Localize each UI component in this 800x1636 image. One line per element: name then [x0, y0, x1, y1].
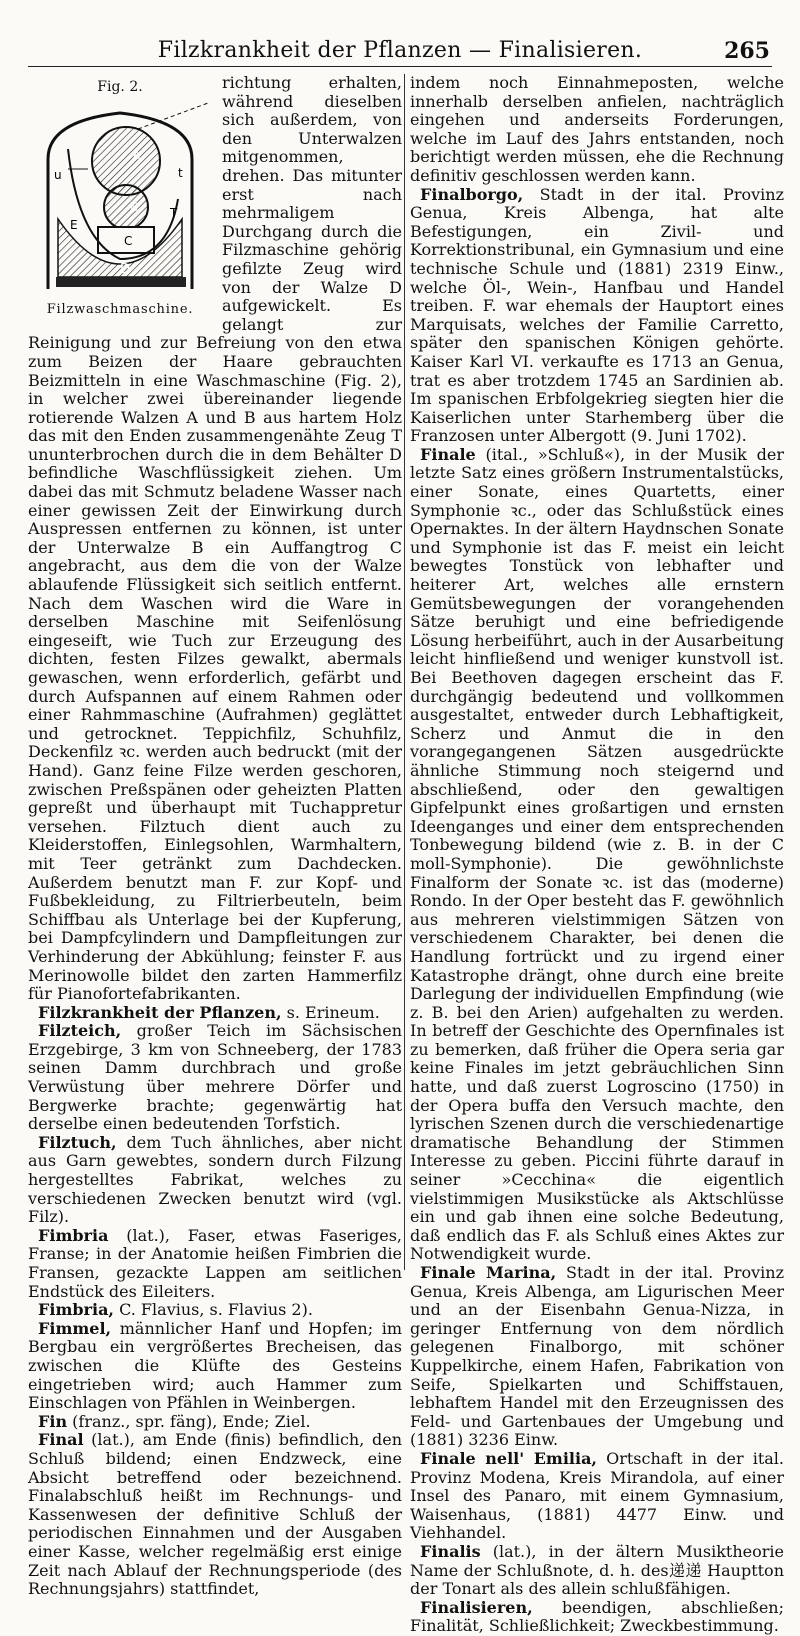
- headword: Fimmel,: [38, 1318, 112, 1338]
- entry-finalis: [410, 1543, 784, 1599]
- washing-machine-drawing: [28, 99, 212, 299]
- entry-text: (franz., spr. fäng), Ende; Ziel.: [67, 1411, 311, 1431]
- figure-number: Fig. 2.: [97, 79, 143, 95]
- page-header: [28, 36, 772, 67]
- headword: Fimbria,: [38, 1300, 114, 1320]
- label-a: A: [132, 149, 141, 165]
- continued-text: richtung erhalten, während dieselben sich außerdem, von den Unterwalzen mitgenommen, drehen. Das mitunter erst nach mehrmaligem Durchgang durch die Filzmaschine gehörig gefilzte Zeug wird von der Walze D aufgewickelt. Es gelangt zur Reinigung und zur Befreiung von den etwa zum Beizen der Haare gebrauchten Beizmitteln in eine Waschmaschine (Fig. 2), in welcher zwei übereinander liegende rotierende Walzen A und B aus hartem Holz das mit den Enden zusammengenähte Zeug T ununterbrochen durch die in dem Behälter D befindliche Waschflüssigkeit ziehen. Um dabei das mit Schmutz beladene Wasser nach einer gewissen Zeit der Einwirkung durch Auspressen entfernen zu können, ist unter der Unterwalze B ein Auffangtrog C angebracht, aus dem die von der Walze ablaufende Flüssigkeit sich seitlich entfernt. Nach dem Waschen wird die Ware in derselben Maschine mit Seifenlösung eingeseift, wie Tuch zur Erzeugung des dichten, festen Filzes gewalkt, abermals gewaschen, wenn erforderlich, gefärbt und durch Aufspannen auf einem Rahmen oder einer Rahmmaschine (Aufrahmen) geglättet und getrocknet. Teppichfilz, Schuhfilz, Deckenfilz ꝛc. werden auch bedruckt (mit der Hand). Ganz feine Filze werden geschoren, zwischen Preßspänen oder geheizten Platten gepreßt und überhaupt mit Tuchappretur versehen. Filztuch dient auch zu Kleiderstoffen, Einlegsohlen, Warmhaltern, mit Teer getränkt zum Dachdecken. Außerdem benutzt man F. zur Kopf- und Fußbekleidung, zu Filtrierbeuteln, beim Schiffbau als Unterlage bei der Kupferung, bei Dampfcylindern und Dampfleitungen zur Verhinderung der Abkühlung; feinster F. aus Merinowolle bildet den zarten Hammerfilz für Pianofortefabrikanten.: [28, 73, 402, 1004]
- headword: Finalisieren,: [420, 1597, 533, 1617]
- headword: Finale Marina,: [420, 1263, 557, 1282]
- entry-text: (lat.), Faser, etwas Faseriges, Franse; in der Anatomie heißen Fimbrien die Fransen, gezackte Lappen am seitlichen Endstück des Eileiters.: [28, 1225, 402, 1301]
- label-d: D: [120, 261, 131, 277]
- entry-text: C. Flavius, s. Flavius 2).: [114, 1300, 313, 1320]
- entry-finalborgo: [410, 186, 784, 446]
- entry-text: (ital., »Schluß«), in der Musik der letzte Satz eines größern Instrumentalstücks, einer Sonate, eines Quartetts, einer Symphonie ꝛc., oder das Schlußstück eines Opernaktes. In der ältern Haydnschen Sonate und Symphonie ist das F. meist ein leicht bewegtes Tonstück von lebhafter und heiterer Art, welches alle ernstern Gemütsbewegungen der vorangehenden Sätze beruhigt und eine befriedigende Lösung herbeiführt, auch in der Ausarbeitung leicht hinfließend und weniger kunstvoll ist. Bei Beethoven dagegen erscheint das F. durchgängig bedeutend und vollkommen ausgestaltet, entweder durch Lebhaftigkeit, Scherz und Anmut die in den vorangegangenen Sätzen ausgedrückte ähnliche Stimmung noch steigernd und abschließend, oder den gewaltigen Gipfelpunkt eines großartigen und ernsten Ideenganges und einer dem entsprechenden Tonbewegung bildend (wie z. B. in der C moll-Symphonie). Die gewöhnlichste Finalform der Sonate ꝛc. ist das (moderne) Rondo. In der Oper besteht das F. gewöhnlich aus mehreren vielstimmigen Sätzen von verschiedenem Charakter, bei denen die Handlung fortrückt und zu irgend einer Katastrophe drängt, ohne durch eine breite Darlegung der individuellen Empfindung (wie z. B. bei den Arien) aufgehalten zu werden. In betreff der Geschichte des Opernfinales ist zu bemerken, daß früher die Opera seria gar keine Finales im jetzt gebräuchlichen Sinn hatte, und daß zuerst Logroscino (1750) in der Opera buffa den Versuch machte, den lyrischen Szenen durch die verschiedenartige dramatische Behandlung der Stimmen Interesse zu geben. Piccini führte darauf in seiner »Cecchina« die eigentlich vielstimmigen Musikstücke als Aktschlüsse ein und gab ihnen eine solche Bedeutung, daß endlich das F. als Schluß eines Aktes zur Notwendigkeit wurde.: [410, 444, 784, 1264]
- figure-washing-machine: [28, 78, 212, 319]
- entry-fin: [28, 1413, 402, 1432]
- figure-caption: Filzwaschmaschine.: [46, 301, 194, 317]
- headword: Filzteich,: [38, 1021, 122, 1041]
- running-title: Filzkrankheit der Pflanzen — Finalisieren.: [157, 38, 643, 63]
- headword: Filzkrankheit der Pflanzen,: [38, 1002, 282, 1022]
- entry-finale-marina: [410, 1264, 784, 1450]
- right-column: [410, 73, 785, 1636]
- page-number: 265: [724, 38, 770, 64]
- entry-text: beendigen, abschließen; Finalität, Schließlichkeit; Zweckbestimmung.: [410, 1597, 784, 1636]
- headword: Fimbria: [38, 1225, 109, 1245]
- entry-filzkrankheit: [28, 1004, 402, 1023]
- column-rule: [404, 74, 405, 1270]
- label-t-upper: T: [170, 205, 178, 220]
- label-b: B: [130, 199, 139, 214]
- entry-text: männlicher Hanf und Hopfen; im Bergbau ein vergrößertes Brecheisen, das zwischen die Klüfte des Gesteins eingetrieben wird; auch Hammer zum Einschlagen von Pfählen in Weinbergen.: [28, 1318, 402, 1413]
- entry-text: (lat.), am Ende (finis) befindlich, den Schluß bildend; einen Endzweck, eine Absicht betreffend oder bezeichnend. Finalabschluß heißt im Rechnungs- und Kassenwesen der definitive Schluß der periodischen Einnahmen und der Ausgaben einer Kasse, welcher regelmäßig erst einige Zeit nach Ablauf der Rechnungsperiode (des Rechnungsjahrs) stattfindet,: [28, 1430, 402, 1599]
- entry-fimbria: [28, 1227, 402, 1301]
- entry-text: Stadt in der ital. Provinz Genua, Kreis Albenga, hat alte Befestigungen, ein Zivil- und Korrektionstribunal, ein Gymnasium und eine technische Schule und (1881) 2319 Einw., welche Öl-, Wein-, Hanfbau und Handel treiben. F. war ehemals der Hauptort eines Marquisats, welches der Familie Carretto, später den spanischen Königen gehörte. Kaiser Karl VI. verkaufte es 1713 an Genua, trat es aber trotzdem 1745 an Sardinien ab. Im spanischen Erbfolgekrieg siegten hier die Kaiserlichen unter Starhemberg über die Franzosen unter Albergott (9. Juni 1702).: [410, 184, 784, 446]
- entry-text: (lat.), in der ältern Musiktheorie Name der Schlußnote, d. h. des递递 Hauptton der Tonart als des allein schlußfähigen.: [410, 1541, 784, 1599]
- entry-filzteich: [28, 1022, 402, 1134]
- entry-fimmel: [28, 1320, 402, 1413]
- headword: Filztuch,: [38, 1132, 117, 1152]
- continued-paragraph: [28, 74, 402, 1004]
- entry-text: Ortschaft in der ital. Provinz Modena, Kreis Mirandola, auf einer Insel des Panaro, mit einem Gymnasium, Waisenhaus, (1881) 4477 Einw. und Viehhandel.: [410, 1448, 785, 1543]
- continued-paragraph: indem noch Einnahmeposten, welche innerhalb derselben anfielen, nachträglich eingehen und anderseits Forderungen, welche im Lauf des Jahrs entstanden, noch berichtigt werden müssen, ehe die Rechnung definitiv geschlossen werden kann.: [410, 73, 784, 185]
- label-t-lower: t: [178, 165, 183, 180]
- entry-final: [28, 1431, 402, 1598]
- headword: Finale: [420, 444, 476, 464]
- entry-filztuch: [28, 1134, 402, 1227]
- left-column: [28, 73, 402, 1599]
- headword: Finalis: [420, 1541, 481, 1561]
- entry-text: s. Erineum.: [281, 1002, 380, 1022]
- entry-text: großer Teich im Sächsischen Erzgebirge, 3 km von Schneeberg, der 1783 seinen Damm durchbrach und große Verwüstung über mehrere Dörfer und Bergwerke brachte; gegenwärtig hat derselbe einen bedeutenden Torfstich.: [28, 1021, 402, 1134]
- headword: Fin: [38, 1411, 68, 1431]
- entry-finalisieren: [410, 1599, 784, 1636]
- entry-text: dem Tuch ähnliches, aber nicht aus Garn gewebtes, sondern durch Filzung hergestelltes Fabrikat, welches zu verschiedenen Zwecken benutzt wird (vgl. Filz).: [28, 1132, 402, 1227]
- entry-finale: [410, 446, 784, 1264]
- label-u: u: [54, 167, 62, 182]
- headword: Finale nell' Emilia,: [420, 1448, 598, 1468]
- headword: Finalborgo,: [420, 184, 524, 204]
- label-c: C: [124, 233, 133, 248]
- entry-finale-nell-emilia: [410, 1450, 784, 1543]
- label-e: E: [70, 217, 78, 232]
- entry-text: Stadt in der ital. Provinz Genua, Kreis Albenga, am Ligurischen Meer und an der Eisenbahn Genua-Nizza, in geringer Entfernung von dem nördlich gelegenen Finalborgo, mit schöner Kuppelkirche, einem Hafen, Fabrikation von Seife, Spielkarten und Schiffstauen, lebhaftem Handel mit den Erzeugnissen des Feld- und Gartenbaues der Umgebung und (1881) 3236 Einw.: [410, 1263, 785, 1450]
- entry-fimbria-flavius: [28, 1301, 402, 1320]
- headword: Final: [38, 1430, 84, 1450]
